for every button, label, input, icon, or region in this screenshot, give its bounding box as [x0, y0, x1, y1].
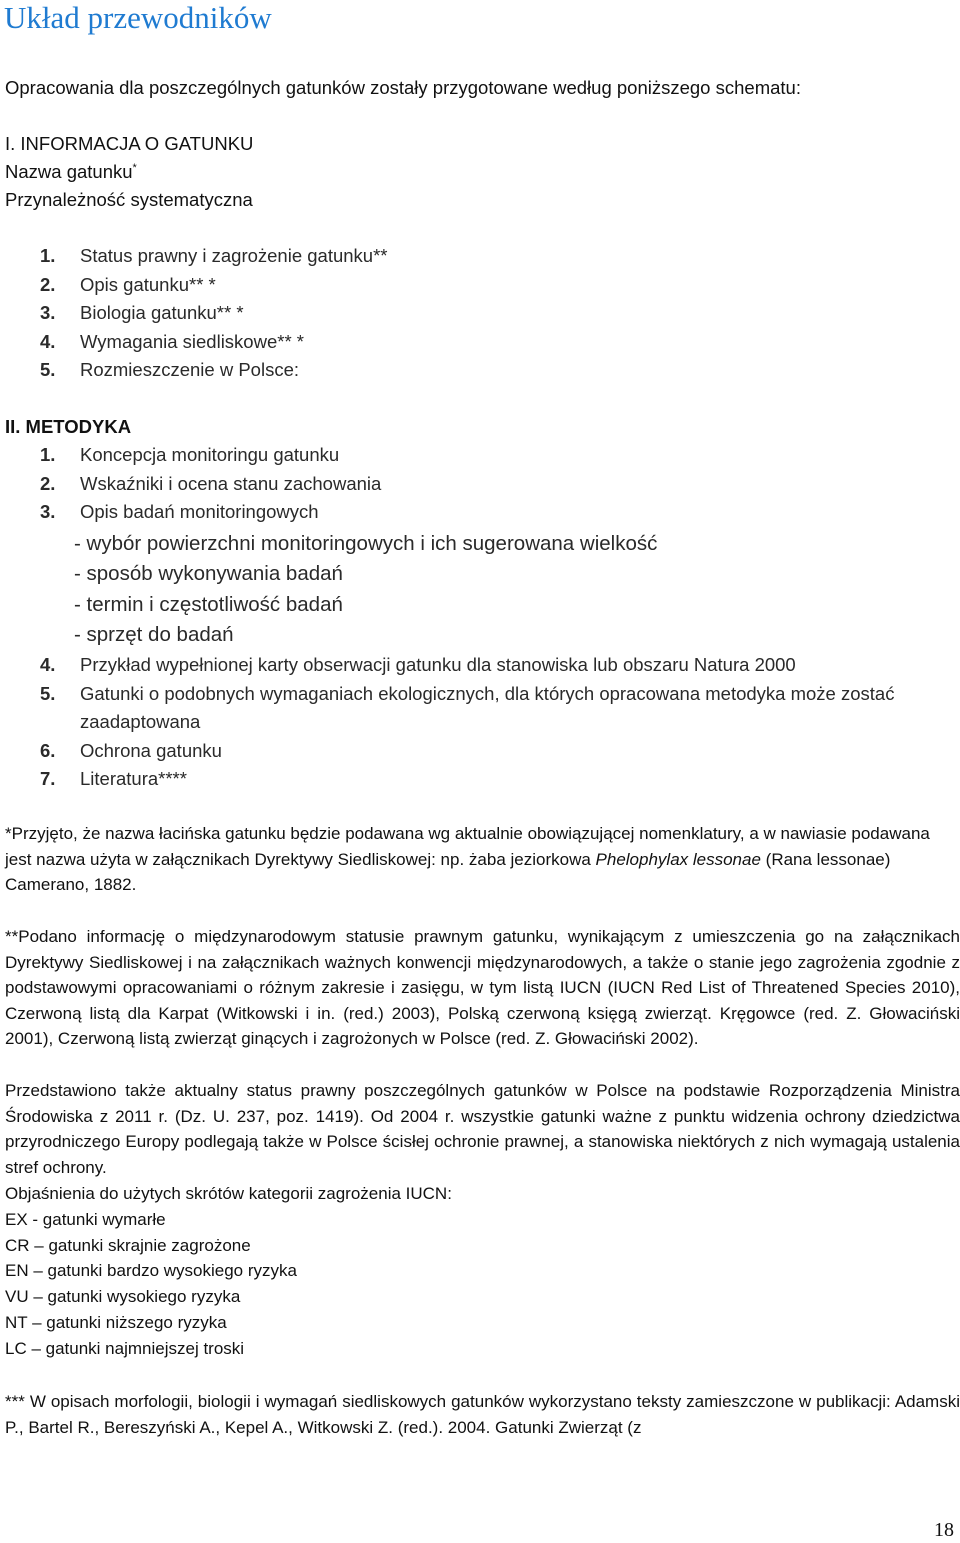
list-text: Wskaźniki i ocena stanu zachowania — [80, 472, 382, 494]
page-number: 18 — [934, 1519, 954, 1541]
list-text: Literatura**** — [80, 768, 187, 790]
page-title: Układ przewodników — [4, 0, 272, 35]
list-number: 3. — [40, 501, 56, 523]
list-text: Rozmieszczenie w Polsce: — [80, 359, 299, 381]
list-number: 6. — [40, 739, 56, 761]
list-number: 7. — [40, 768, 56, 790]
list-number: 5. — [40, 682, 56, 704]
list-item — [40, 498, 381, 527]
list-number: 2. — [40, 273, 56, 295]
iucn-category-list — [5, 1207, 297, 1361]
sublist-item: - termin i częstotliwość badań — [74, 592, 343, 616]
footnote-sources: *** W opisach morfologii, biologii i wymagań siedliskowych gatunków wykorzystano teksty zamieszczone w publikacji: Adamski P., Bartel R., Bereszyński A., Kepel A., Witkowski Z. (red.). 2004. Gatunki Zwierząt (z — [5, 1392, 960, 1437]
list-item — [40, 242, 388, 271]
species-name-label: Nazwa gatunku — [5, 161, 133, 182]
list-item — [40, 765, 960, 794]
list-number: 1. — [40, 245, 56, 266]
iucn-category: EX - gatunki wymarłe — [5, 1210, 166, 1229]
list-text: Ochrona gatunku — [80, 739, 222, 761]
list-item — [40, 356, 388, 385]
iucn-abbreviations-heading: Objaśnienia do użytych skrótów kategorii zagrożenia IUCN: — [5, 1184, 452, 1203]
section2-list-b — [40, 651, 960, 794]
footnote-latin-name — [5, 821, 960, 898]
section1-heading: I. INFORMACJA O GATUNKU — [5, 133, 254, 154]
monitoring-sublist — [74, 529, 657, 651]
sublist-item: - sprzęt do badań — [74, 623, 234, 647]
section1-list — [40, 242, 388, 385]
list-text: Wymagania siedliskowe** * — [80, 330, 304, 352]
list-item — [40, 737, 960, 766]
systematics-label: Przynależność systematyczna — [5, 189, 253, 210]
section2-heading: II. METODYKA — [5, 416, 132, 437]
list-item — [40, 328, 388, 357]
sublist-item: - wybór powierzchni monitoringowych i ich sugerowana wielkość — [74, 532, 658, 555]
list-item — [40, 271, 388, 300]
list-number: 4. — [40, 654, 56, 675]
footnote1-latin-name: Phelophylax lessonae — [595, 849, 761, 869]
list-text: Przykład wypełnionej karty obserwacji gatunku dla stanowiska lub obszaru Natura 2000 — [80, 654, 796, 675]
list-text: Gatunki o podobnych wymaganiach ekologicznych, dla których opracowana metodyka może zostać zaadaptowana — [80, 682, 895, 733]
species-name-sup: * — [132, 161, 137, 174]
intro-text: Opracowania dla poszczególnych gatunków zostały przygotowane według poniższego schematu: — [5, 77, 801, 98]
list-item — [40, 470, 381, 499]
list-number: 3. — [40, 302, 56, 324]
iucn-category: CR – gatunki skrajnie zagrożone — [5, 1235, 251, 1255]
footnote-legal-status: **Podano informację o międzynarodowym statusie prawnym gatunku, wynikającym z umieszczenia go na załącznikach Dyrektywy Siedliskowej i na załącznikach ważnych konwencji międzynarodowych, a także o stanie jego zagrożenia zgodnie z podstawowymi opracowaniami o różnym zakresie i zasięgu, w tym listą IUCN (IUCN Red List of Threatened Species 2010), Czerwoną listą dla Karpat (Witkowski i in. (red.) 2003), Polską czerwoną księgą zwierząt. Kręgowce (red. Z. Głowaciński 2001), Czerwoną listą zwierząt ginących i zagrożonych w Polsce (red. Z. Głowaciński 2002). — [5, 927, 960, 1048]
sublist-item: - sposób wykonywania badań — [74, 562, 343, 586]
list-item — [40, 299, 388, 328]
iucn-category: EN – gatunki bardzo wysokiego ryzyka — [5, 1261, 297, 1281]
footnote1-text-after: (Rana lessonae) Camerano, 1882. — [5, 849, 891, 894]
list-text: Biologia gatunku** * — [80, 302, 244, 324]
list-item — [40, 680, 960, 737]
iucn-category: LC – gatunki najmniejszej troski — [5, 1338, 245, 1358]
iucn-category: NT – gatunki niższego ryzyka — [5, 1312, 227, 1332]
list-number: 5. — [40, 359, 56, 381]
section2-list-a — [40, 441, 381, 527]
list-text: Koncepcja monitoringu gatunku — [80, 444, 340, 465]
list-text: Opis badań monitoringowych — [80, 501, 319, 523]
list-number: 2. — [40, 472, 56, 494]
list-item — [40, 651, 960, 680]
species-name-line — [5, 158, 253, 186]
footnote-polish-law: Przedstawiono także aktualny status prawny poszczególnych gatunków w Polsce na podstawie Rozporządzenia Ministra Środowiska z 2011 r. (Dz. U. 237, poz. 1419). Od 2004 r. wszystkie gatunki ważne z punktu widzenia ochrony dziedzictwa przyrodniczego Europy podlegają także w Polsce ścisłej ochronie prawnej, a stanowiska niektórych z nich wymagają ustalenia stref ochrony. — [5, 1081, 960, 1177]
iucn-category: VU – gatunki wysokiego ryzyka — [5, 1287, 241, 1307]
footnote1-text: *Przyjęto, że nazwa łacińska gatunku będzie podawana wg aktualnie obowiązującej nomenklatury, a w nawiasie podawana jest nazwa użyta w załącznikach Dyrektywy Siedliskowej: np. żaba jeziorkowa — [5, 824, 930, 869]
list-item — [40, 441, 381, 470]
list-number: 1. — [40, 444, 56, 465]
list-number: 4. — [40, 330, 56, 352]
list-text: Status prawny i zagrożenie gatunku** — [80, 245, 388, 266]
section-species-info — [5, 130, 253, 214]
list-text: Opis gatunku** * — [80, 273, 216, 295]
